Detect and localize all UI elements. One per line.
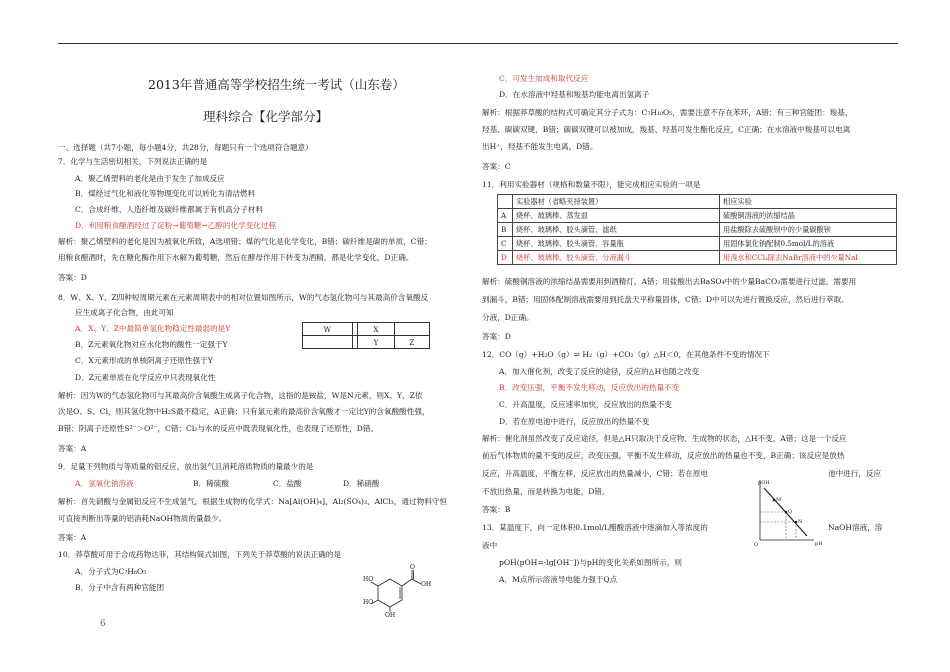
header-rule — [58, 43, 898, 44]
q12-analysis-4: 不放出热量，而是转换为电能，D错。 — [482, 487, 610, 496]
q8-option-b: B．Z元素氧化物对应水化物的酸性一定强于Y — [75, 340, 228, 349]
row-label: D — [498, 251, 513, 265]
row-equipment: 烧杯、玻璃棒、胶头滴管、滤纸 — [513, 223, 720, 237]
q12-analysis-2: 前后气体物质的量不变的反应，改变压强，平衡不发生移动，反应放出的热量也不变，B正确；该反应是放热 — [482, 451, 845, 460]
q10-answer: 答案：C — [482, 162, 511, 171]
q12-analysis-3: 反应，升高温度，平衡左移，反应放出的热量减小，C错；若在原电 — [482, 469, 709, 478]
row-label: A — [498, 209, 513, 223]
q11-header-blank — [498, 195, 513, 209]
q11-analysis-1: 解析：硫酸铜溶液的浓缩结晶需要用到酒精灯，A错；用盐酸出去BaSO₄中的少量BaCO₃需要进行过滤，需要用 — [482, 277, 857, 286]
q9-option-c: C．盐酸 — [273, 479, 302, 488]
q10-option-b: B．分子中含有两种官能团 — [75, 583, 165, 592]
row-label: C — [498, 237, 513, 251]
q7-analysis-2: 用粮食酿酒时，先在糖化酶作用下水解为葡萄糖，然后在酵母作用下转变为酒精，都是化学变化，D正确。 — [58, 253, 414, 262]
q12-analysis-3b: 池中进行，反应 — [828, 469, 882, 478]
q8-analysis-3: B错；阴离子还原性S²⁻＞O²⁻，C错；Cl₂与水的反应中既表现氧化性，也表现了还原性，D错。 — [58, 424, 379, 433]
q13-stem-3: 液中 — [482, 541, 498, 550]
q13-option-a: A．M点所示溶液导电能力强于Q点 — [499, 575, 618, 584]
q11-header-experiment: 相应实验 — [720, 195, 897, 209]
structure-ho-1: HO — [363, 576, 374, 583]
q8-option-c: C．X元素形成的单核阴离子还原性强于Y — [75, 356, 213, 365]
q7-option-b: B．煤经过气化和液化等物理变化可以转化为清洁燃料 — [75, 189, 256, 198]
cell-empty — [303, 336, 353, 349]
q12-stem: 12．CO（g）+H₂O（g）⇌ H₂（g）+CO₂（g）△H＜0，在其他条件不变的情况下 — [482, 350, 770, 359]
exam-title: 2013年普通高等学校招生统一考试（山东卷） — [148, 77, 405, 92]
q12-option-c: C．升高温度，反应速率加快，反应放出的热量不变 — [499, 400, 672, 409]
section-heading: 一、选择题（共7小题，每小题4分，共28分，每题只有一个选项符合题意） — [58, 143, 313, 152]
q10-option-a: A．分子式为C₇H₆O₅ — [75, 567, 147, 576]
q7-option-c: C．合成纤维、人造纤维及碳纤维都属于有机高分子材料 — [75, 205, 264, 214]
q10-analysis-1: 解析：根据莽草酸的结构式可确定其分子式为：C₇H₁₀O₅，需要注意不存在苯环，A错；有三种官能团：羧基、 — [482, 108, 853, 117]
q9-stem: 9．足量下列物质与等质量的铝反应，放出氢气且消耗溶质物质的量最少的是 — [58, 462, 314, 471]
table-row — [498, 223, 897, 237]
page-number: 6 — [100, 619, 106, 629]
q13-stem-2: NaOH溶液，溶 — [828, 523, 883, 532]
q11-table — [497, 194, 897, 265]
row-label: B — [498, 223, 513, 237]
q8-periodic-table — [302, 322, 430, 349]
row-experiment: 硫酸铜溶液的浓缩结晶 — [720, 209, 897, 223]
q12-analysis-1: 解析：催化剂虽然改变了反应途径，但是△H只取决于反应物、生成物的状态，△H不变，A错；这是一个反应 — [482, 434, 847, 443]
q9-option-a: A．氢氧化钠溶液 — [75, 479, 134, 488]
graph-y-label: pOH — [758, 480, 770, 486]
q10-analysis-3: 出H⁺，羟基不能发生电离，D错。 — [482, 142, 598, 151]
structure-oh: OH — [385, 612, 396, 619]
row-experiment: 用溴水和CCl₄除去NaBr溶液中的少量NaI — [720, 251, 897, 265]
structure-o: O — [410, 564, 415, 571]
q13-stem-1: 13．某温度下，向一定体积0.1mol/L醋酸溶液中逐滴加入等浓度的 — [482, 523, 708, 532]
graph-point-q: Q — [788, 509, 793, 515]
q11-stem: 11．利用实验器材（规格和数量不限），能完成相应实验的一项是 — [482, 180, 701, 189]
q8-answer: 答案：A — [58, 444, 87, 453]
row-equipment: 烧杯、玻璃棒、胶头滴管、容量瓶 — [513, 237, 720, 251]
q11-analysis-2: 到漏斗，B错；用固体配制溶液需要用到托盘天平称量固体，C错；D中可以先进行置换反应，然后进行萃取、 — [482, 295, 849, 304]
q9-option-d: D．稀硝酸 — [343, 479, 380, 488]
q9-analysis-1: 解析：首先硝酸与金属铝反应不生成氢气，根据生成物的化学式：Na[Al(OH)₄]、Al₂(SO₄)₃、AlCl₃，通过物料守恒 — [58, 497, 447, 506]
q8-stem-1: 8．W、X、Y、Z四种短周期元素在元素周期表中的相对位置如图所示，W的气态氢化物可与其最高价含氧酸反 — [58, 293, 429, 302]
table-row — [498, 251, 897, 265]
row-experiment: 用固体氯化钠配制0.5mol/L的溶液 — [720, 237, 897, 251]
table-row — [498, 237, 897, 251]
q13-stem-4: pOH(pOH=-lg[OH⁻])与pH的变化关系如图所示，则 — [499, 558, 682, 567]
structure-cooh-oh: OH — [421, 581, 432, 588]
table-row — [498, 209, 897, 223]
q10-option-d: D．在水溶液中羟基和羧基均能电离出氢离子 — [499, 90, 650, 99]
exam-subtitle: 理科综合【化学部分】 — [203, 109, 329, 124]
q12-option-d: D．若在原电池中进行，反应放出的热量不变 — [499, 417, 650, 426]
graph-origin: O — [754, 542, 759, 548]
q11-answer: 答案：D — [482, 332, 511, 341]
graph-point-m: M — [776, 497, 782, 503]
cell-empty — [394, 323, 429, 336]
q11-header-equipment: 实验器材（省略夹持装置） — [513, 195, 720, 209]
q9-answer: 答案：A — [58, 533, 87, 542]
q7-answer: 答案：D — [58, 273, 87, 282]
row-equipment: 烧杯、玻璃棒、胶头滴管、分液漏斗 — [513, 251, 720, 265]
q8-option-a: A．X、Y、Z中最简单氢化物稳定性最弱的是Y — [75, 324, 231, 333]
row-experiment: 用盐酸除去硫酸钡中的少量碳酸钡 — [720, 223, 897, 237]
cell-y: Y — [358, 336, 394, 349]
graph-x-label: pH — [815, 541, 823, 547]
structure-ho-2: HO — [363, 599, 374, 606]
q7-analysis-1: 解析：聚乙烯塑料的老化是因为被氧化所致，A选项错；煤的气化是化学变化，B错；碳纤维是碳的单质，C错； — [58, 237, 432, 246]
q9-analysis-2: 可直接判断出等量的铝消耗NaOH物质的量最少。 — [58, 514, 227, 523]
q10-stem: 10．莽草酸可用于合成药物达菲，其结构简式如图，下列关于莽草酸的说法正确的是 — [58, 550, 342, 559]
q7-option-a: A．聚乙烯塑料的老化是由于发生了加成反应 — [75, 174, 225, 183]
q11-analysis-3: 分液，D正确。 — [482, 313, 534, 322]
cell-x: X — [358, 323, 394, 336]
q7-option-d: D．利用粮食酿酒经过了淀粉→葡萄糖→乙醇的化学变化过程 — [75, 221, 277, 230]
graph-point-n: N — [798, 519, 803, 525]
q8-analysis-2: 次是O、S、Cl，则其氢化物中H₂S最不稳定，A正确；只有氯元素的最高价含氧酸才一定比Y的含氧酸酸性强， — [58, 407, 430, 416]
q10-option-c: C．可发生加成和取代反应 — [499, 74, 589, 83]
q12-answer: 答案：B — [482, 505, 511, 514]
cell-z: Z — [394, 336, 429, 349]
q8-option-d: D．Z元素单质在化学反应中只表现氧化性 — [75, 373, 216, 382]
cell-w: W — [303, 323, 353, 336]
q7-stem: 7．化学与生活密切相关，下列说法正确的是 — [58, 157, 208, 166]
q10-analysis-2: 羟基、碳碳双键，B错；碳碳双键可以被加成，羧基、羟基可发生酯化反应，C正确；在水溶液中羧基可以电离 — [482, 125, 851, 134]
q12-option-a: A．加入催化剂，改变了反应的途径，反应的△H也随之改变 — [499, 367, 700, 376]
q8-stem-2: 应生成离子化合物，由此可知 — [75, 308, 174, 317]
q9-option-b: B．稀硫酸 — [193, 479, 229, 488]
row-equipment: 烧杯、玻璃棒、蒸发皿 — [513, 209, 720, 223]
q12-option-b: B．改变压强，平衡不发生移动，反应放出的热量不变 — [499, 383, 680, 392]
q8-analysis-1: 解析：因为W的气态氢化物可与其最高价含氧酸生成离子化合物，这指的是铵盐，W是N元素，则X、Y、Z依 — [58, 391, 423, 400]
